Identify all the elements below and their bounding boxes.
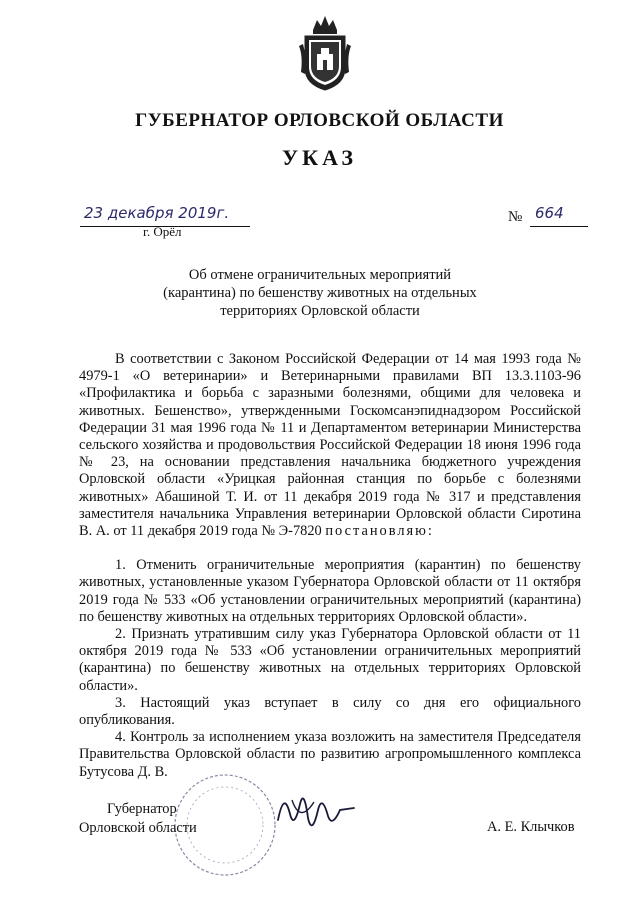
preamble-paragraph xyxy=(79,351,581,540)
governor-title: ГУБЕРНАТОР ОРЛОВСКОЙ ОБЛАСТИ xyxy=(135,110,504,131)
position-line: Губернатор xyxy=(107,801,177,817)
decree-body xyxy=(79,351,581,781)
item-4: 4. Контроль за исполнением указа возложить на заместителя Председателя Правительства Орловской области по развитию агропромышленного комплекса Бутусова Д. В. xyxy=(79,729,581,780)
item-2: 2. Признать утратившим силу указ Губернатора Орловской области от 11 октября 2019 года № 533 «Об установлении ограничительных мероприятий (карантина) по бешенству животных на отдельных территориях Орловской области». xyxy=(79,626,581,694)
preamble-keyword: постановляю: xyxy=(325,523,434,540)
decree-title: УКАЗ xyxy=(281,145,358,170)
decree-date: 23 декабря 2019г. xyxy=(84,204,230,222)
signatory-name: А. Е. Клычков xyxy=(487,819,575,835)
signatory-position xyxy=(79,800,197,838)
subject-line: Об отмене ограничительных мероприятий xyxy=(188,267,452,283)
decree-city: г. Орёл xyxy=(143,224,182,239)
decree-subject xyxy=(150,266,490,320)
item-3: 3. Настоящий указ вступает в силу со дня его официального опубликования. xyxy=(79,694,581,729)
coat-of-arms-icon xyxy=(297,12,353,92)
decree-number-label: № xyxy=(508,209,523,225)
preamble-text: В соответствии с Законом Российской Федерации от 14 мая 1993 года № 4979-1 «О ветеринарии» и Ветеринарными правилами ВП 13.3.1103-96 «Профилактика и борьба с заразными болезнями, общими для человека и животных. Бешенство», утвержденными Госкомсанэпиднадзором Российской Федерации 31 мая 1996 года № 11 и Департаментом ветеринарии Министерства сельского хозяйства и продовольствия Российской Федерации 18 июня 1996 года № 23, на основании представления начальника бюджетного учреждения Орловской области «Урицкая районная станция по борьбе с болезнями животных» Абашиной Т. И. от 11 декабря 2019 года № 317 и представления заместителя начальника Управления ветеринарии Орловской области Сиротина В. А. от 11 декабря 2019 года № Э-7820 xyxy=(79,351,581,540)
handwritten-signature-icon xyxy=(270,780,360,840)
decree-number: 664 xyxy=(535,204,564,222)
subject-line: территориях Орловской области xyxy=(220,303,420,319)
subject-line: (карантина) по бешенству животных на отдельных xyxy=(163,285,477,301)
position-line: Орловской области xyxy=(79,820,197,836)
item-1: 1. Отменить ограничительные мероприятия (карантин) по бешенству животных, установленные указом Губернатора Орловской области от 11 октября 2019 года № 533 «Об установлении ограничительных мероприятий (карантина) по бешенству животных на отдельных территориях Орловской области». xyxy=(79,557,581,625)
